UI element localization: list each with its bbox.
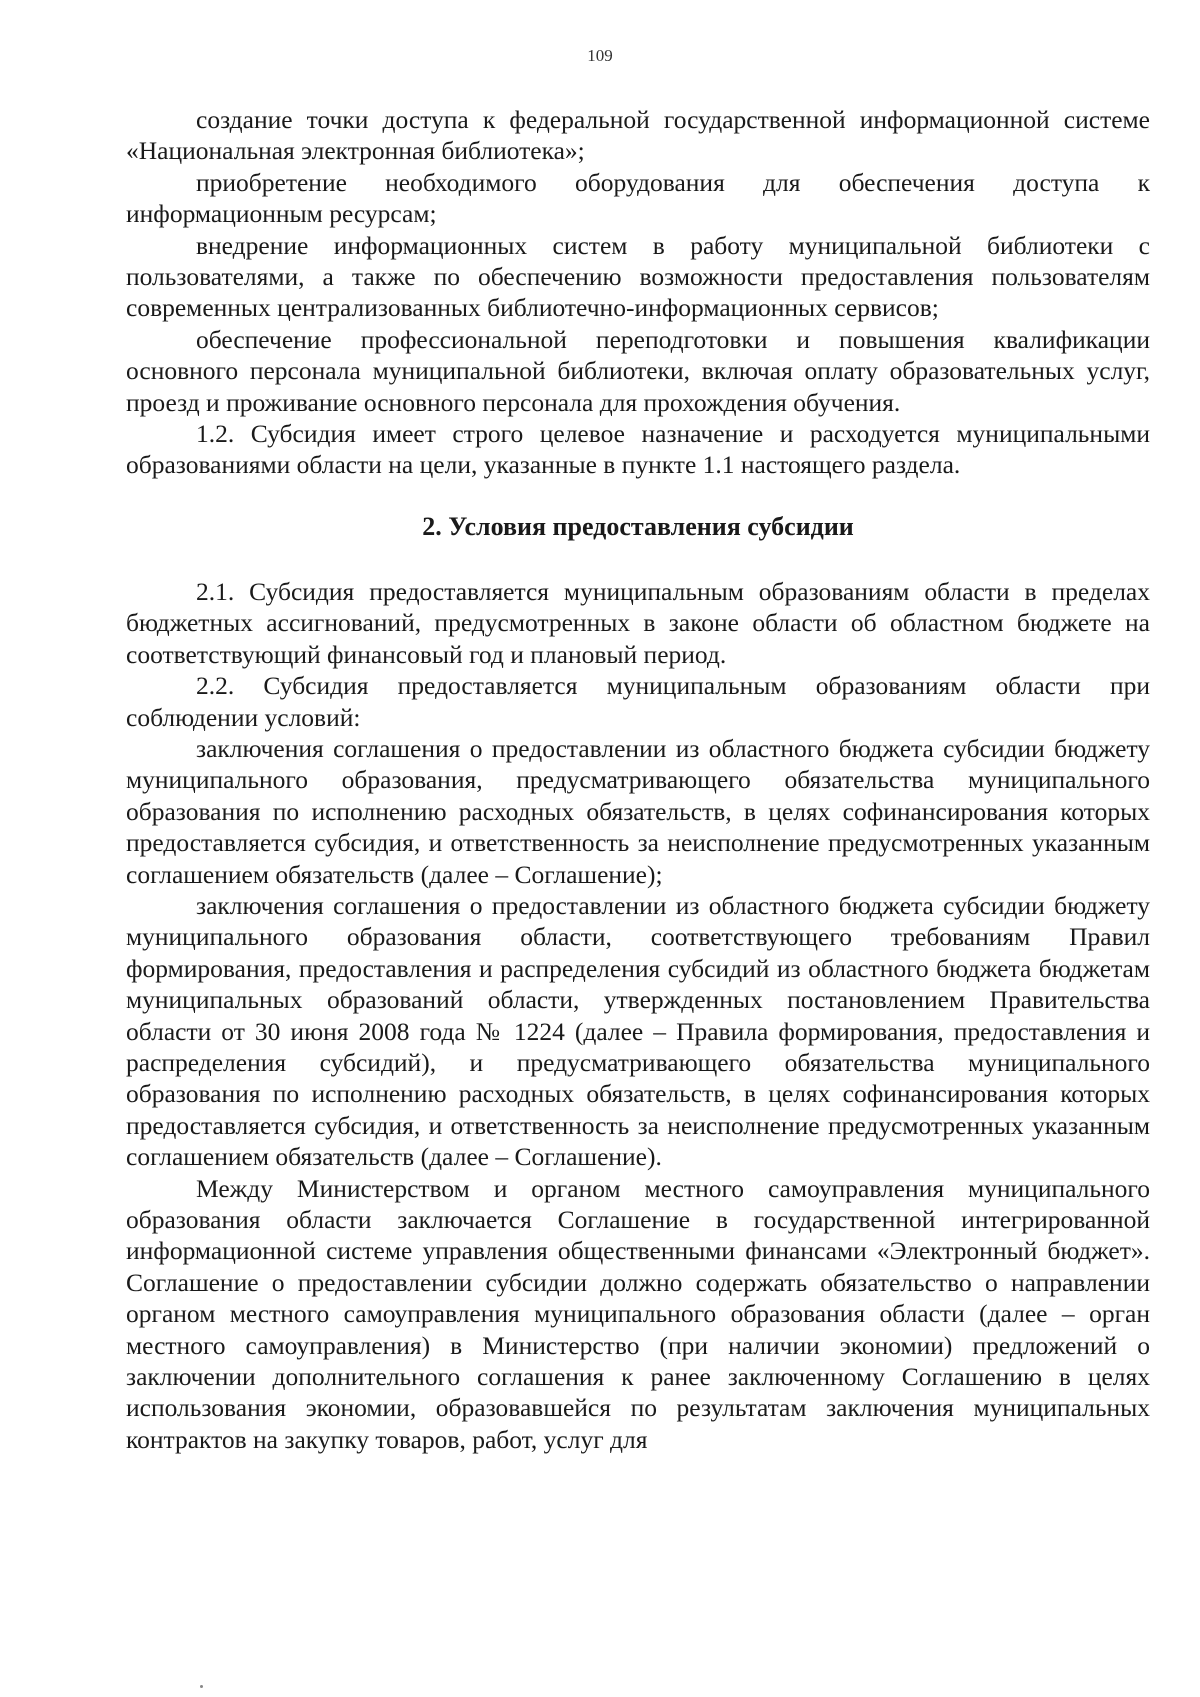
paragraph-agreement: Между Министерством и органом местного самоуправления муниципального образования области заключается Соглашение в государственной интегрированной информационной системе управления общественными финансами «Электронный бюджет». Соглашение о предоставлении субсидии должно содержать обязательство о направлении органом местного самоуправления муниципального образования области (далее – орган местного самоуправления) в Министерство (при наличии экономии) предложений о заключении дополнительного соглашения к ранее заключенному Соглашению в целях использования экономии, образовавшейся по результатам заключения муниципальных контрактов на закупку товаров, работ, услуг для: [126, 1173, 1150, 1454]
paragraph-2-2: 2.2. Субсидия предоставляется муниципальным образованиям области при соблюдении условий:: [126, 671, 1150, 732]
paragraph-staff-training: обеспечение профессиональной переподготовки и повышения квалификации основного персонала муниципальной библиотеки, включая оплату образовательных услуг, проезд и проживание основного персонала для прохождения обучения.: [126, 324, 1150, 417]
page-number: 109: [587, 46, 613, 65]
section-heading: 2. Условия предоставления субсидии: [422, 511, 854, 541]
paragraph-2-1: 2.1. Субсидия предоставляется муниципальным образованиям области в пределах бюджетных ассигнований, предусмотренных в законе области об областном бюджете на соответствующий финансовый год и плановый период.: [126, 576, 1150, 669]
paragraph-condition-1: заключения соглашения о предоставлении из областного бюджета субсидии бюджету муниципального образования, предусматривающего обязательства муниципального образования по исполнению расходных обязательств, в целях софинансирования которых предоставляется субсидия, и ответственность за неисполнение предусмотренных указанным соглашением обязательств (далее – Соглашение);: [126, 733, 1150, 889]
document-body: [126, 104, 1150, 1455]
paragraph-information-systems: внедрение информационных систем в работу муниципальной библиотеки с пользователями, а также по обеспечению возможности предоставления пользователям современных централизованных библиотечно-информационных сервисов;: [126, 230, 1150, 323]
paragraph-equipment: приобретение необходимого оборудования для обеспечения доступа к информационным ресурсам;: [126, 167, 1150, 229]
paragraph-access-point: создание точки доступа к федеральной государственной информационной системе «Национальная электронная библиотека»;: [126, 105, 1150, 166]
paragraph-1-2: 1.2. Субсидия имеет строго целевое назначение и расходуется муниципальными образованиями области на цели, указанные в пункте 1.1 настоящего раздела.: [126, 419, 1150, 480]
scan-speck: [200, 1685, 203, 1688]
paragraph-condition-2: заключения соглашения о предоставлении из областного бюджета субсидии бюджету муниципального образования области, соответствующего требованиям Правил формирования, предоставления и распределения субсидий из областного бюджета бюджетам муниципальных образований области, утвержденных постановлением Правительства области от 30 июня 2008 года № 1224 (далее – Правила формирования, предоставления и распределения субсидий), и предусматривающего обязательства муниципального образования по исполнению расходных обязательств, в целях софинансирования которых предоставляется субсидия, и ответственность за неисполнение предусмотренных указанным соглашением обязательств (далее – Соглашение).: [126, 890, 1150, 1172]
